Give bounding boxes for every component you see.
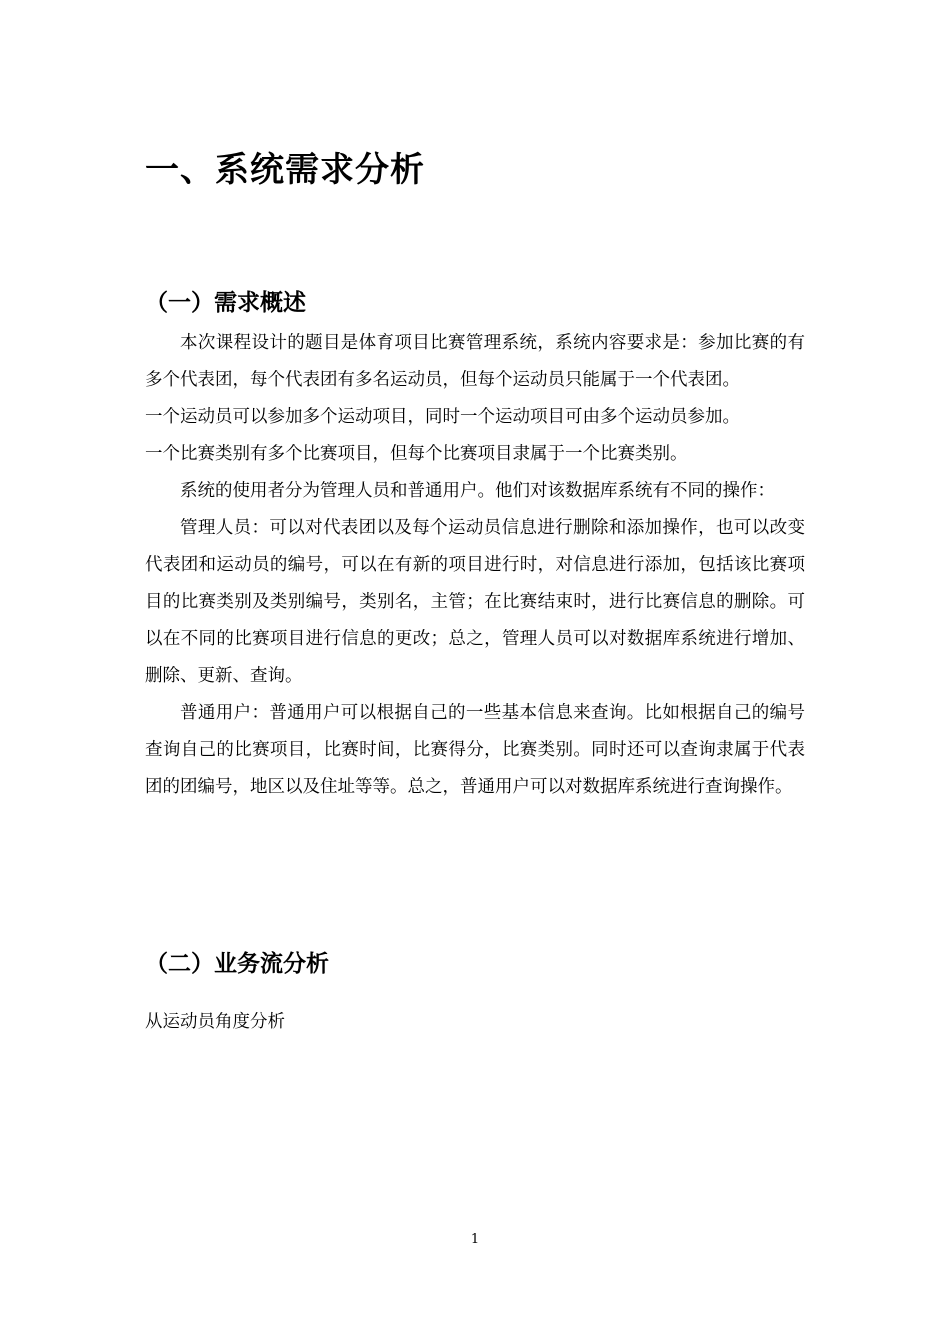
requirements-body: [145, 325, 805, 806]
paragraph-users: 系统的使用者分为管理人员和普通用户。他们对该数据库系统有不同的操作：: [180, 481, 775, 501]
section-heading-business-flow: （二）业务流分析: [145, 950, 329, 977]
section-heading-requirements: （一）需求概述: [145, 289, 306, 316]
paragraph-athlete-event: 一个运动员可以参加多个运动项目，同时一个运动项目可由多个运动员参加。: [145, 407, 740, 427]
paragraph-regular-user: 普通用户：普通用户可以根据自己的一些基本信息来查询。比如根据自己的编号查询自己的比赛项目，比赛时间，比赛得分，比赛类别。同时还可以查询隶属于代表团的团编号，地区以及住址等等。总之，普通用户可以对数据库系统进行查询操作。: [145, 703, 805, 797]
paragraph-intro: 本次课程设计的题目是体育项目比赛管理系统，系统内容要求是：参加比赛的有多个代表团，每个代表团有多名运动员，但每个运动员只能属于一个代表团。: [145, 333, 805, 390]
paragraph-admin: 管理人员：可以对代表团以及每个运动员信息进行删除和添加操作，也可以改变代表团和运动员的编号，可以在有新的项目进行时，对信息进行添加，包括该比赛项目的比赛类别及类别编号，类别名，主管；在比赛结束时，进行比赛信息的删除。可以在不同的比赛项目进行信息的更改；总之，管理人员可以对数据库系统进行增加、删除、更新、查询。: [145, 518, 805, 686]
chapter-heading: 一、系统需求分析: [145, 150, 425, 190]
paragraph-athlete-perspective: 从运动员角度分析: [145, 1012, 285, 1032]
page-number: 1: [470, 1232, 480, 1247]
paragraph-category-event: 一个比赛类别有多个比赛项目，但每个比赛项目隶属于一个比赛类别。: [145, 444, 688, 464]
